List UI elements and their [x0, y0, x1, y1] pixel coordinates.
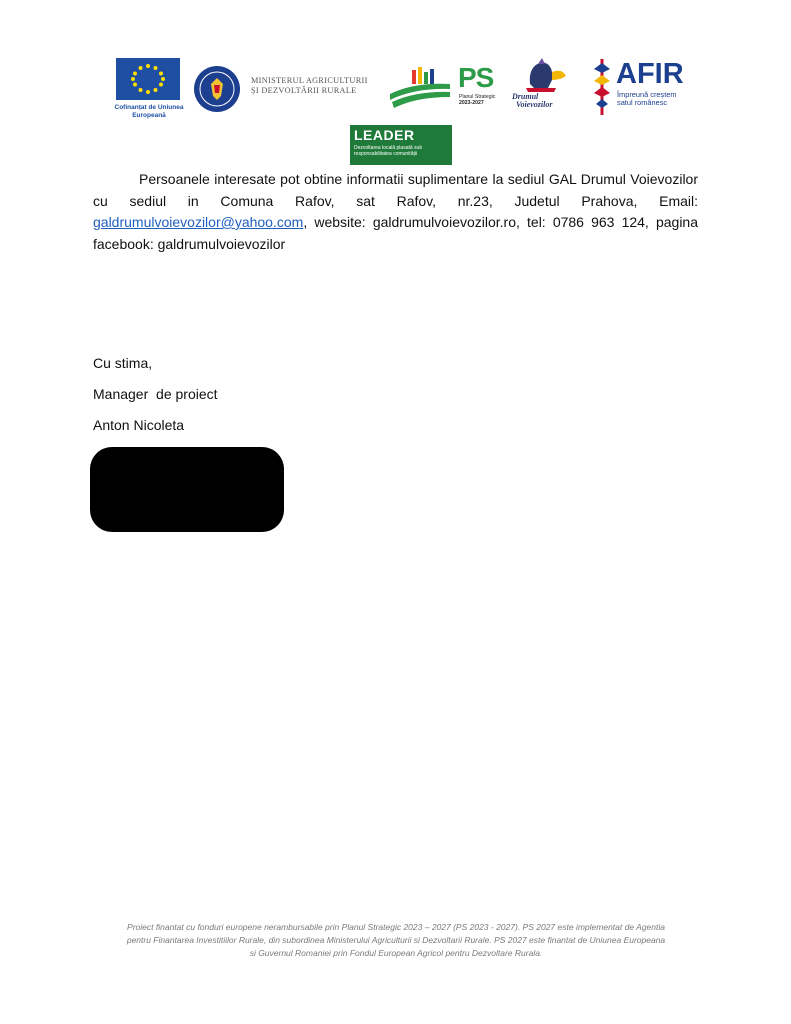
afir-word: AFIR: [616, 58, 684, 90]
drumul-line-2: Voievozilor: [516, 100, 553, 109]
ps-strategic-plan-logo: [388, 62, 510, 112]
drumul-voievozilor-logo: [512, 58, 574, 114]
eu-caption: Cofinanțat de Uniunea Europeană: [114, 104, 184, 119]
leader-logo: [350, 125, 452, 165]
ps-subtitle: [459, 94, 495, 106]
ministry-line-1: MINISTERUL AGRICULTURII: [251, 76, 368, 85]
ps-mark: PS: [458, 62, 494, 93]
signer-role: Manager de proiect: [93, 386, 218, 402]
footer-line-1: Proiect finantat cu fonduri europene nerambursabile prin Planul Strategic 2023 – 2027 (PS 2023 - 2027). PS 2027 este implementat de Agentia: [127, 922, 665, 932]
signer-name: Anton Nicoleta: [93, 417, 185, 433]
info-text-2: , website: galdrumulvoievozilor.ro, tel: 0786 963 124, pagina facebook: galdrumulvoievozilor: [93, 214, 698, 252]
info-text-1: Persoanele interesate pot obtine informatii suplimentare la sediul GAL Drumul Voievozilor cu sediul in Comuna Rafov, sat Rafov, nr.23, Judetul Prahova, Email:: [93, 171, 698, 209]
drumul-line-1: Drumul: [512, 92, 539, 101]
footer-line-2: pentru Finantarea Investitiilor Rurale, din subordinea Ministerului Agriculturii si Dezvoltarii Rurale. PS 2027 este finantat de Uniunea Europeana: [126, 935, 666, 945]
afir-logo: [590, 57, 690, 117]
email-link[interactable]: galdrumulvoievozilor@yahoo.com: [93, 214, 304, 230]
ministry-logo: [251, 76, 391, 95]
redacted-signature: [90, 447, 284, 532]
leader-subtitle: Dezvoltarea locală plasată sub responsabilitatea comunității: [354, 145, 423, 157]
afir-tagline: [617, 91, 677, 107]
ps-stripes-icon: [388, 64, 454, 112]
afir-tagline-2: satul românesc: [617, 98, 668, 107]
drumul-text: [512, 93, 570, 109]
leader-title: LEADER: [354, 127, 415, 143]
wheat-icon: [590, 57, 614, 117]
voievod-helmet-icon: [512, 58, 570, 94]
afir-tagline-1: Împreună creștem: [617, 90, 677, 99]
ministry-line-2: ȘI DEZVOLTĂRII RURALE: [251, 85, 357, 95]
government-seal-icon: [193, 65, 241, 113]
funding-footer: [88, 921, 704, 960]
ps-subtitle-label: Planul Strategic: [459, 94, 496, 100]
greeting: Cu stima,: [93, 355, 153, 371]
info-paragraph: [93, 169, 698, 255]
footer-line-3: si Guvernul Romaniei prin Fondul European Agricol pentru Dezvoltare Rurala.: [249, 948, 543, 958]
ps-years: 2023-2027: [459, 100, 484, 106]
eu-flag-icon: [116, 58, 180, 100]
eu-cofinancing-logo: [116, 58, 182, 126]
